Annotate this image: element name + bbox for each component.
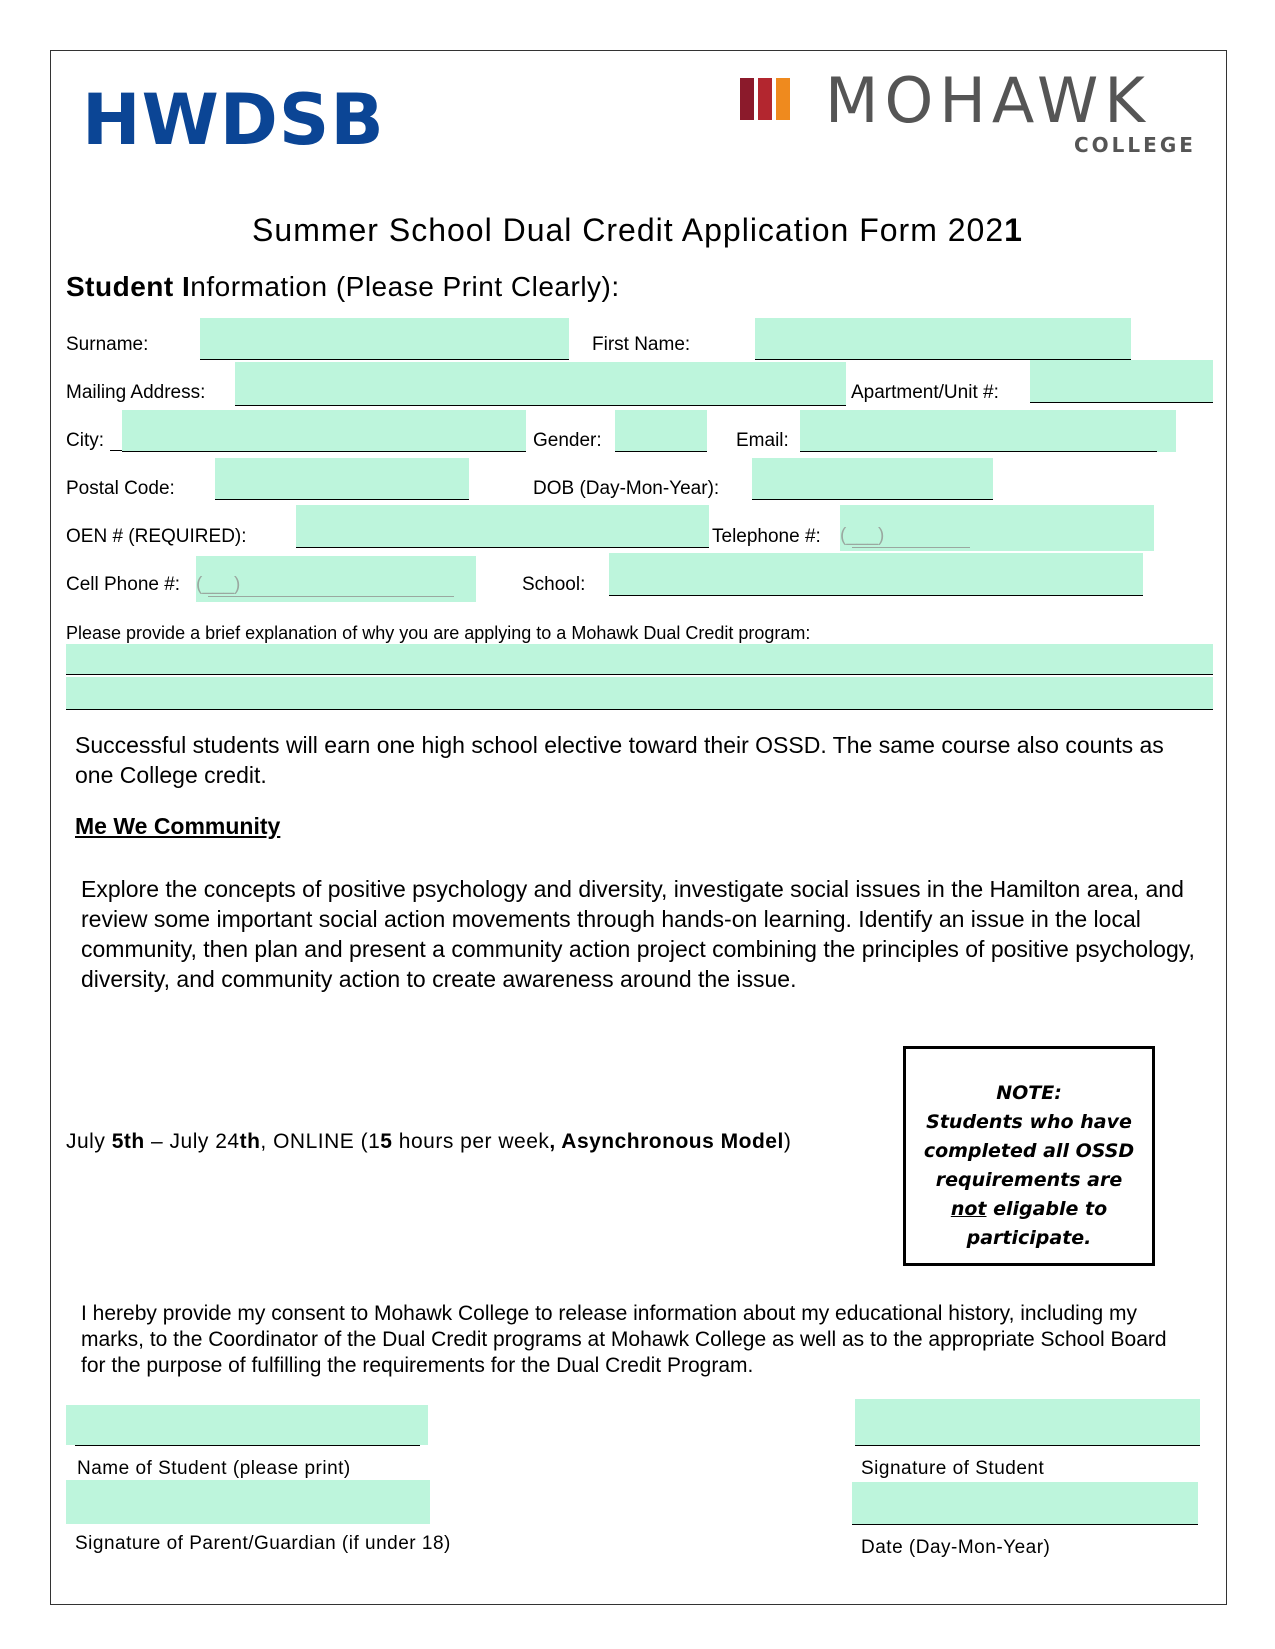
city-input[interactable] xyxy=(122,410,526,452)
signature-of-student-input[interactable] xyxy=(855,1399,1200,1446)
school-input[interactable] xyxy=(609,553,1143,596)
form-title-text: Summer School Dual Credit Application Form 202 xyxy=(252,212,1005,248)
cell-area-code-placeholder: (___) xyxy=(196,574,241,595)
telephone-underline xyxy=(852,527,970,548)
schedule-model: , Asynchronous Model xyxy=(549,1130,784,1153)
oen-label: OEN # (REQUIRED): xyxy=(66,526,247,547)
mailing-address-label: Mailing Address: xyxy=(66,382,206,403)
schedule-part-5: ) xyxy=(783,1130,792,1153)
first-name-input[interactable] xyxy=(755,318,1131,360)
gender-label: Gender: xyxy=(533,430,602,451)
mohawk-bar-1 xyxy=(740,78,754,120)
schedule-start-day: 5th xyxy=(111,1130,145,1153)
gender-input[interactable] xyxy=(615,410,707,452)
telephone-input[interactable] xyxy=(840,505,1154,551)
telephone-label: Telephone #: xyxy=(712,526,821,547)
date-label: Date (Day-Mon-Year) xyxy=(861,1537,1051,1558)
note-line-4 xyxy=(906,1195,1152,1224)
note-not-word: not xyxy=(950,1198,987,1220)
parent-signature-label: Signature of Parent/Guardian (if under 18) xyxy=(75,1533,451,1554)
note-line-4-rest: eligable to xyxy=(986,1198,1108,1220)
hwdsb-logo: HWDSB xyxy=(82,79,385,161)
section-heading-rest: nformation (Please Print Clearly): xyxy=(190,271,620,302)
oen-input[interactable] xyxy=(296,505,709,548)
parent-signature-input[interactable] xyxy=(66,1480,430,1524)
mohawk-logo-college: COLLEGE xyxy=(1074,133,1196,157)
schedule-part-2: – July 24 xyxy=(144,1130,240,1153)
surname-label: Surname: xyxy=(66,334,149,355)
note-line-2: completed all OSSD xyxy=(923,1140,1135,1162)
postal-code-input[interactable] xyxy=(215,458,469,500)
dob-label: DOB (Day-Mon-Year): xyxy=(533,478,720,499)
telephone-area-code-placeholder: (___) xyxy=(840,525,885,546)
surname-input[interactable] xyxy=(200,318,569,360)
schedule-part-3: , ONLINE (1 xyxy=(260,1130,381,1153)
schedule-part-4: hours per week xyxy=(392,1130,550,1153)
mailing-address-input[interactable] xyxy=(235,362,846,406)
schedule-hours-digit: 5 xyxy=(380,1130,393,1153)
name-of-student-line xyxy=(75,1425,420,1446)
postal-code-label: Postal Code: xyxy=(66,478,175,499)
city-underline-lead xyxy=(110,430,122,451)
schedule-part-1: July xyxy=(66,1130,112,1153)
cell-phone-underline xyxy=(208,576,454,597)
date-input[interactable] xyxy=(852,1482,1198,1525)
section-heading-bold: Student I xyxy=(66,271,191,302)
first-name-label: First Name: xyxy=(592,334,691,355)
school-label: School: xyxy=(522,574,586,595)
course-schedule xyxy=(66,1129,791,1155)
apartment-input[interactable] xyxy=(1030,360,1213,403)
note-heading: NOTE: xyxy=(996,1082,1062,1104)
email-underline xyxy=(800,431,1157,452)
explanation-input-line-1[interactable] xyxy=(66,644,1213,675)
cell-phone-input[interactable] xyxy=(196,556,476,602)
note-box xyxy=(903,1046,1155,1266)
mohawk-bar-2 xyxy=(758,78,772,120)
mohawk-logo-wordmark: MOHAWK xyxy=(825,64,1151,137)
form-title xyxy=(0,210,1275,250)
note-line-3: requirements are xyxy=(935,1169,1123,1191)
credit-info-text: Successful students will earn one high school elective toward their OSSD. The same course also counts as one College credit. xyxy=(75,732,1164,788)
city-label: City: xyxy=(66,430,104,451)
cell-phone-label: Cell Phone #: xyxy=(66,574,181,595)
section-heading xyxy=(66,270,620,304)
note-line-5: participate. xyxy=(966,1227,1092,1249)
consent-text: I hereby provide my consent to Mohawk College to release information about my educational history, including my marks, to the Coordinator of the Dual Credit programs at Mohawk College as well as to the appropriate School Board for the purpose of fulfilling the requirements for the Dual Credit Program. xyxy=(81,1302,1167,1377)
schedule-end-suffix: th xyxy=(239,1130,261,1153)
explanation-input-line-2[interactable] xyxy=(66,677,1213,710)
mohawk-bar-3 xyxy=(776,78,790,120)
apartment-label: Apartment/Unit #: xyxy=(851,382,999,403)
course-description: Explore the concepts of positive psychology and diversity, investigate social issues in the Hamilton area, and review some important social action movements through hands-on learning. Identify an issue in the local community, then plan and present a community action project combining the principles of positive psychology, diversity, and community action to create awareness around the issue. xyxy=(81,876,1195,992)
explanation-label: Please provide a brief explanation of why you are applying to a Mohawk Dual Credit program: xyxy=(66,623,811,643)
dob-input[interactable] xyxy=(752,458,993,500)
form-title-year-digit: 1 xyxy=(1004,212,1023,248)
signature-of-student-label: Signature of Student xyxy=(861,1458,1045,1479)
name-of-student-label: Name of Student (please print) xyxy=(77,1458,351,1479)
course-title: Me We Community xyxy=(75,813,281,839)
note-line-1: Students who have xyxy=(926,1111,1132,1133)
email-label: Email: xyxy=(736,430,789,451)
